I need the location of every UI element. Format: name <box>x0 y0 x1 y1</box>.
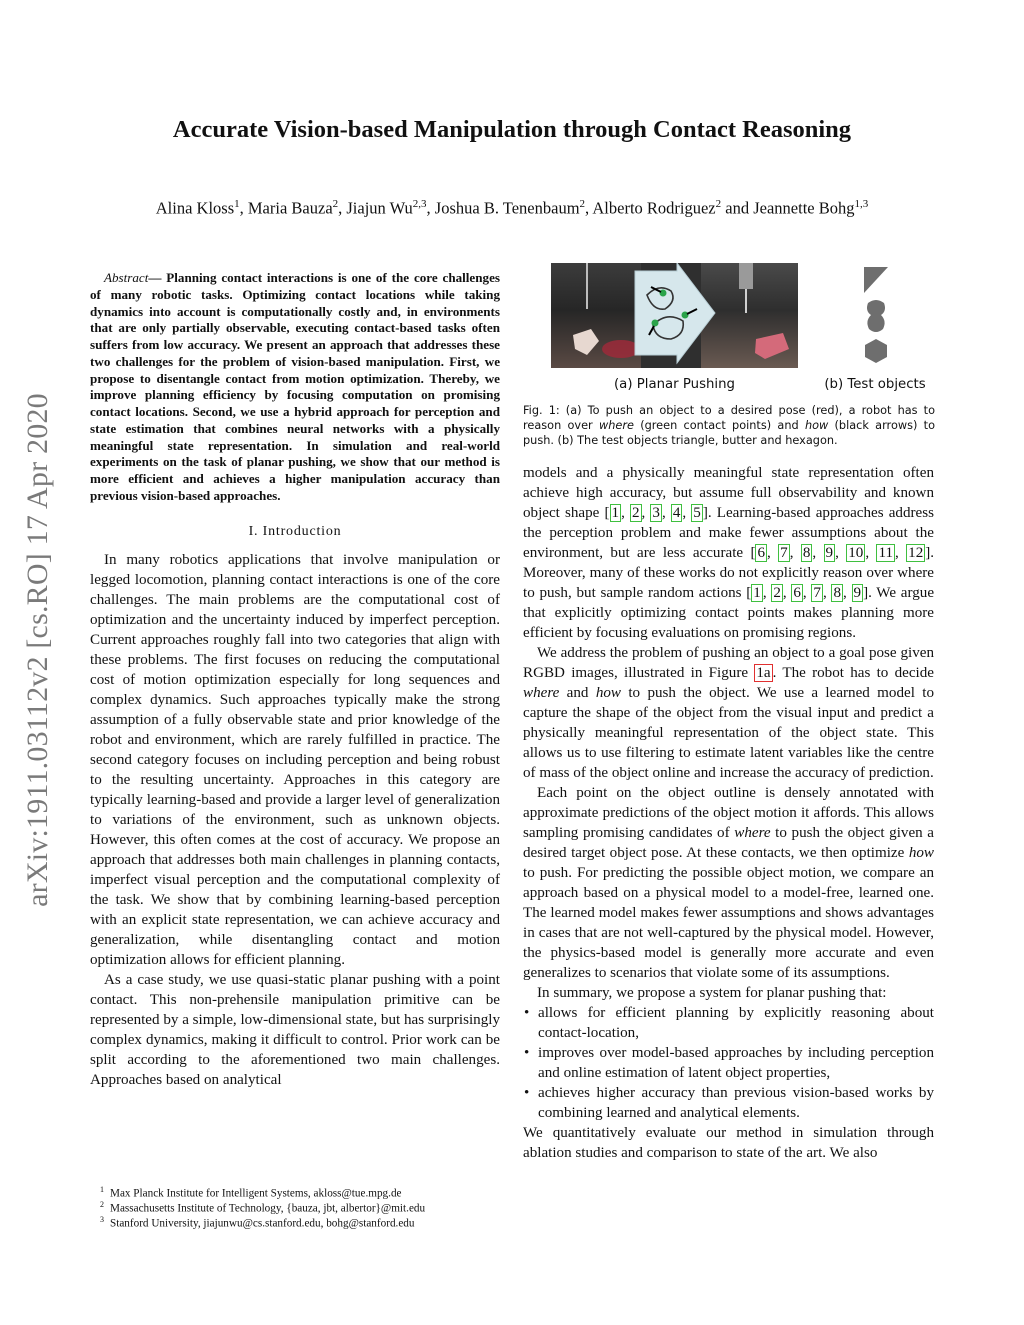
list-item: • allows for efficient planning by explicitly reasoning about contact-location, <box>538 1003 934 1043</box>
paragraph-text: ]. We argue that explicitly optimizing contact points makes planning more efficient by focusing evaluations on promising regions. <box>523 585 935 641</box>
paragraph-text: Each point on the object outline is densely annotated with approximate predictions of the object motion it affords. This allows sampling promising candidates of <box>523 785 934 841</box>
paragraph-text: to push the object. We use a learned model to capture the shape of the object from the visual input and predict a physically meaningful representation of the object state. This allows us to use filtering to estimate latent variables like the centre of mass of the object online and increase the accuracy of prediction. <box>523 685 934 781</box>
planar-pushing-illustration <box>551 263 798 368</box>
caption-text: (black arrows) to push. (b) The test objects triangle, butter and hexagon. <box>523 419 935 447</box>
citation-group: 1 , 2 , 3 , 4 , 5 <box>611 505 701 521</box>
paper-title: Accurate Vision-based Manipulation through Contact Reasoning <box>172 116 852 143</box>
footnote-text: Stanford University, jiajunwu@cs.stanford.edu, bohg@stanford.edu <box>110 1217 415 1230</box>
caption-text: (green contact points) and <box>633 419 805 432</box>
footnote-text: Max Planck Institute for Intelligent Systems, akloss@tue.mpg.de <box>110 1187 402 1200</box>
figure-link[interactable]: 1a <box>756 665 771 681</box>
author-name: Jeannette Bohg <box>753 198 855 218</box>
citation-link[interactable]: 8 <box>802 545 811 561</box>
paragraph-text: to push the object given a desired target object pose. At these contacts, we then optimize <box>523 825 934 861</box>
paragraph-text: and <box>559 685 596 701</box>
citation-link[interactable]: 12 <box>908 545 924 561</box>
caption-where: where <box>598 419 634 432</box>
caption-how: how <box>804 419 829 432</box>
author-affiliation: 2 <box>579 198 586 210</box>
author-name: Alberto Rodriguez <box>592 198 716 218</box>
citation-link[interactable]: 7 <box>813 585 821 601</box>
section-heading-introduction: I. Introduction <box>248 523 342 539</box>
citation-link[interactable]: 1 <box>753 585 761 601</box>
footnote-3 <box>100 1212 510 1232</box>
abstract <box>90 270 500 505</box>
author-affiliation: 2 <box>715 198 722 210</box>
emphasis-where: where <box>523 685 560 701</box>
subcaption-a: (a) Planar Pushing <box>613 377 735 392</box>
hexagon-object <box>865 339 887 363</box>
citation-link[interactable]: 2 <box>773 585 781 601</box>
emphasis-how: how <box>595 685 621 701</box>
author-name: Maria Bauza <box>247 198 333 218</box>
right-paragraph-5: We quantitatively evaluate our method in simulation through ablation studies and comparison to state of the art. We also <box>523 1125 934 1161</box>
paragraph-text: ]. Learning-based approaches address the perception problem and make fewer assumptions about the environment, but are less accurate [ <box>523 505 934 561</box>
subcaption-b: (b) Test objects <box>824 377 926 392</box>
list-item: • achieves higher accuracy than previous vision-based works by combining learned and analytical elements. <box>538 1083 934 1123</box>
citation-link[interactable]: 5 <box>693 505 701 521</box>
paragraph-text: ]. Moreover, many of these works do not explicitly reason over where to push, but sample random actions [ <box>523 545 935 601</box>
paragraph-text: . The robot has to decide <box>772 665 934 681</box>
citation-link[interactable]: 4 <box>672 505 681 521</box>
citation-link[interactable]: 2 <box>631 505 640 521</box>
citation-link[interactable]: 10 <box>848 545 864 561</box>
author-name: Jiajun Wu <box>346 198 413 218</box>
author-list: Alina Kloss$^1$, Maria Bauza$^2$, Jiajun Wu$^{2,3}$, Joshua B. Tenenbaum$^2$, Alberto Rodriguez$^2$ and Jeannette Bohg$^{1,3}$ <box>155 198 869 218</box>
paragraph-text: We address the problem of pushing an object to a goal pose given RGBD images, illustrated in Figure <box>523 645 934 681</box>
caption-text: Fig. 1: (a) To push an object to a desired pose (red), a robot has to reason over <box>523 404 935 432</box>
citation-link[interactable]: 9 <box>853 585 862 601</box>
citation-link[interactable]: 9 <box>825 545 834 561</box>
figure-planar-pushing-image <box>551 263 798 368</box>
citation-link[interactable]: 3 <box>652 505 660 521</box>
triangle-object <box>864 267 888 293</box>
author-affiliation: 2 <box>332 198 339 210</box>
citation-group: 6 , 7 , 8 , 9 , 10 , 11 , 12 <box>757 545 924 561</box>
right-paragraph-1 <box>523 463 934 643</box>
author-affiliation: 2,3 <box>412 198 427 210</box>
citation-link[interactable]: 7 <box>780 545 788 561</box>
figure-test-objects-image <box>859 263 893 368</box>
butter-object <box>867 300 885 332</box>
figure-caption <box>523 403 935 448</box>
footnote-mark: 3 <box>100 1215 104 1224</box>
list-item: • improves over model-based approaches by including perception and online estimation of latent object properties, <box>538 1043 934 1083</box>
emphasis-how: how <box>908 845 934 861</box>
footnote-mark: 1 <box>100 1185 104 1194</box>
footnote-mark: 2 <box>100 1200 104 1209</box>
emphasis-where: where <box>734 825 771 841</box>
citation-link[interactable]: 11 <box>878 545 894 561</box>
intro-paragraph-1: In many robotics applications that involve manipulation or legged locomotion, planning contact interactions is one of the core challenges. The main problems are the computational cost of optimization and the uncertainty induced by imperfect perception. Current approaches roughly fall into two categories that align with these problems. The first focuses on reducing the computational cost of motion optimization especially for long sequences and complex dynamics. Such approaches typically make the strong assumption of a fully observable state and prior knowledge of the robot and environment, which are rarely fulfilled in practice. The second category focuses on including perception and being robust to the resulting uncertainty. Approaches in this category are typically learning-based and provide a larger level of generalization to variations of the environment, such as unknown objects. However, this often comes at the cost of accuracy. We propose an approach that addresses both main challenges in planning contacts, imperfect visual perception and the computational complexity of the task. We show that by combining learning-based perception with an explicit state representation, we can achieve accuracy and generalization, while disentangling contact and motion optimization allows for efficient planning. <box>90 551 500 968</box>
right-paragraph-3 <box>523 783 934 983</box>
test-objects-illustration <box>859 263 893 368</box>
citation-link[interactable]: 1 <box>611 505 620 521</box>
citation-link[interactable]: 6 <box>757 545 766 561</box>
author-affiliation: 1,3 <box>854 198 869 210</box>
author-name: Joshua B. Tenenbaum <box>434 198 580 218</box>
footnote-text: Massachusetts Institute of Technology, {bauza, jbt, albertor}@mit.edu <box>110 1202 426 1215</box>
right-column <box>523 463 934 1163</box>
arxiv-identifier: arXiv:1911.03112v2 [cs.RO] 17 Apr 2020 <box>21 393 54 907</box>
right-paragraph-2 <box>523 643 934 783</box>
paragraph-text: to push. For predicting the possible object motion, we compare an approach based on a physical model to a model-free, learned one. The learned model makes fewer assumptions and shows advantages in cases that are not well-captured by the physical model. However, the physics-based model is generally more accurate and even generalizes to scenarios that violate some of its assumptions. <box>523 865 934 981</box>
abstract-dash: — <box>148 270 167 285</box>
paragraph-text: models and a physically meaningful state representation often achieve high accuracy, but assume full observability and known object shape [ <box>523 465 934 521</box>
contribution-list <box>523 1003 934 1123</box>
left-column <box>90 270 500 1090</box>
right-paragraph-4: In summary, we propose a system for planar pushing that: <box>537 985 887 1001</box>
author-affiliation: 1 <box>234 198 240 210</box>
citation-group: 1 , 2 , 6 , 7 , 8 , 9 <box>753 585 862 601</box>
abstract-label: Abstract <box>104 270 149 285</box>
citation-link[interactable]: 8 <box>833 585 842 601</box>
intro-paragraph-2: As a case study, we use quasi-static planar pushing with a point contact. This non-prehensile manipulation primitive can be represented by a simple, low-dimensional state, but has surprisingly complex dynamics, making it difficult to control. Prior work can be split according to the aforementioned two main challenges. Approaches based on analytical <box>90 971 500 1088</box>
citation-link[interactable]: 6 <box>793 585 801 601</box>
abstract-text: Planning contact interactions is one of the core challenges of many robotic tasks. Optimizing contact locations while taking dynamics into account is computationally costly and, in environments that are only partially observable, executing contact-based tasks often suffers from low accuracy. We present an approach that addresses these two challenges for the problem of vision-based manipulation. First, we propose to disentangle contact from motion optimization. Thereby, we improve planning efficiency by focusing computation on promising contact locations. Second, we use a hybrid approach for perception and state estimation that combines neural networks with a physically meaningful state representation. In simulation and real-world experiments on the task of planar pushing, we show that our method is more efficient and achieves a higher manipulation accuracy than previous vision-based approaches. <box>90 270 500 503</box>
author-name: Alina Kloss <box>155 198 235 218</box>
